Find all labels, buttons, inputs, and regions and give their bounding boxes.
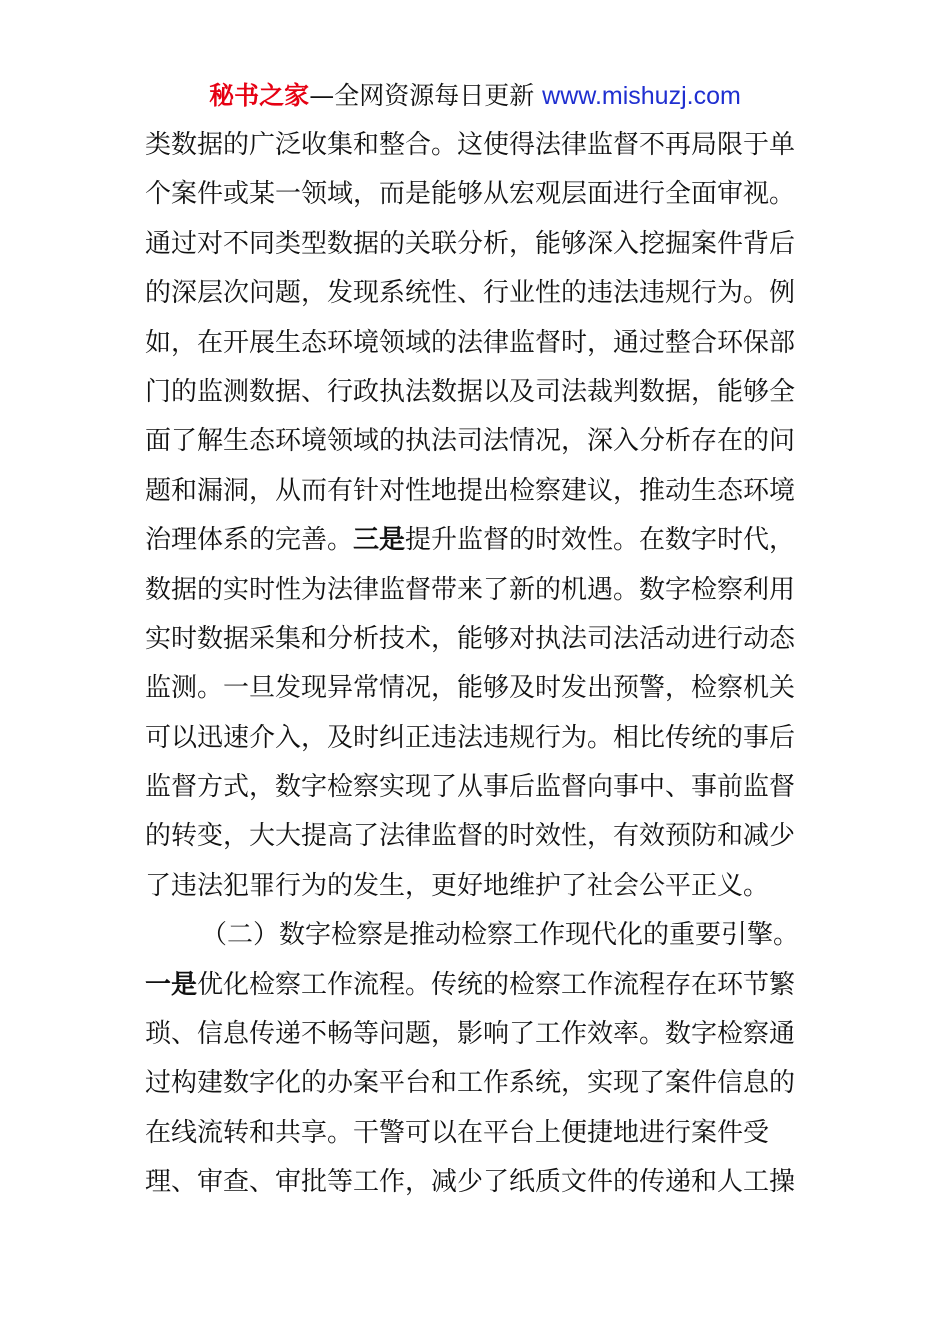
emphasis-marker: 三是 <box>353 525 406 556</box>
text-line: 题和漏洞，从而有针对性地提出检察建议，推动生态环境 <box>145 475 796 506</box>
site-brand: 秘书之家 <box>209 81 310 110</box>
text-line: 门的监测数据、行政执法数据以及司法裁判数据，能够全 <box>145 376 796 407</box>
text-line: 在线流转和共享。干警可以在平台上便捷地进行案件受 <box>145 1117 770 1148</box>
text-line: 通过对不同类型数据的关联分析，能够深入挖掘案件背后 <box>145 228 796 259</box>
text-line: 的转变，大大提高了法律监督的时效性，有效预防和减少 <box>145 821 796 852</box>
text-line: 个案件或某一领域，而是能够从宏观层面进行全面审视。 <box>145 179 796 210</box>
document-body <box>145 121 815 1208</box>
section-heading: （二）数字检察是推动检察工作现代化的重要引擎。 <box>201 920 800 951</box>
text-line <box>145 961 815 1010</box>
text-line: 如，在开展生态环境领域的法律监督时，通过整合环保部 <box>145 327 796 358</box>
text-line <box>145 516 815 565</box>
text-line: 琐、信息传递不畅等问题，影响了工作效率。数字检察通 <box>145 1019 796 1050</box>
text-line: 监督方式，数字检察实现了从事后监督向事中、事前监督 <box>145 772 796 803</box>
text-line: 过构建数字化的办案平台和工作系统，实现了案件信息的 <box>145 1068 796 1099</box>
text-line: 数据的实时性为法律监督带来了新的机遇。数字检察利用 <box>145 574 796 605</box>
text-segment: 治理体系的完善。 <box>145 525 354 556</box>
text-line: 面了解生态环境领域的执法司法情况，深入分析存在的问 <box>145 426 796 457</box>
emphasis-marker: 一是 <box>145 969 198 1000</box>
text-line: 类数据的广泛收集和整合。这使得法律监督不再局限于单 <box>145 130 796 160</box>
text-segment: 提升监督的时效性。在数字时代， <box>405 525 796 556</box>
text-line: 可以迅速介入，及时纠正违法违规行为。相比传统的事后 <box>145 722 796 753</box>
site-url[interactable]: www.mishuzj.com <box>542 82 741 110</box>
text-line: 理、审查、审批等工作，减少了纸质文件的传递和人工操 <box>145 1167 796 1198</box>
site-header <box>0 80 950 112</box>
text-line: 实时数据采集和分析技术，能够对执法司法活动进行动态 <box>145 623 796 654</box>
text-line: 的深层次问题，发现系统性、行业性的违法违规行为。例 <box>145 278 796 309</box>
text-line: 了违法犯罪行为的发生，更好地维护了社会公平正义。 <box>145 870 770 901</box>
text-segment: 优化检察工作流程。传统的检察工作流程存在环节繁 <box>197 969 796 1000</box>
site-tagline: —全网资源每日更新 <box>309 81 535 110</box>
text-line: 监测。一旦发现异常情况，能够及时发出预警，检察机关 <box>145 673 796 704</box>
